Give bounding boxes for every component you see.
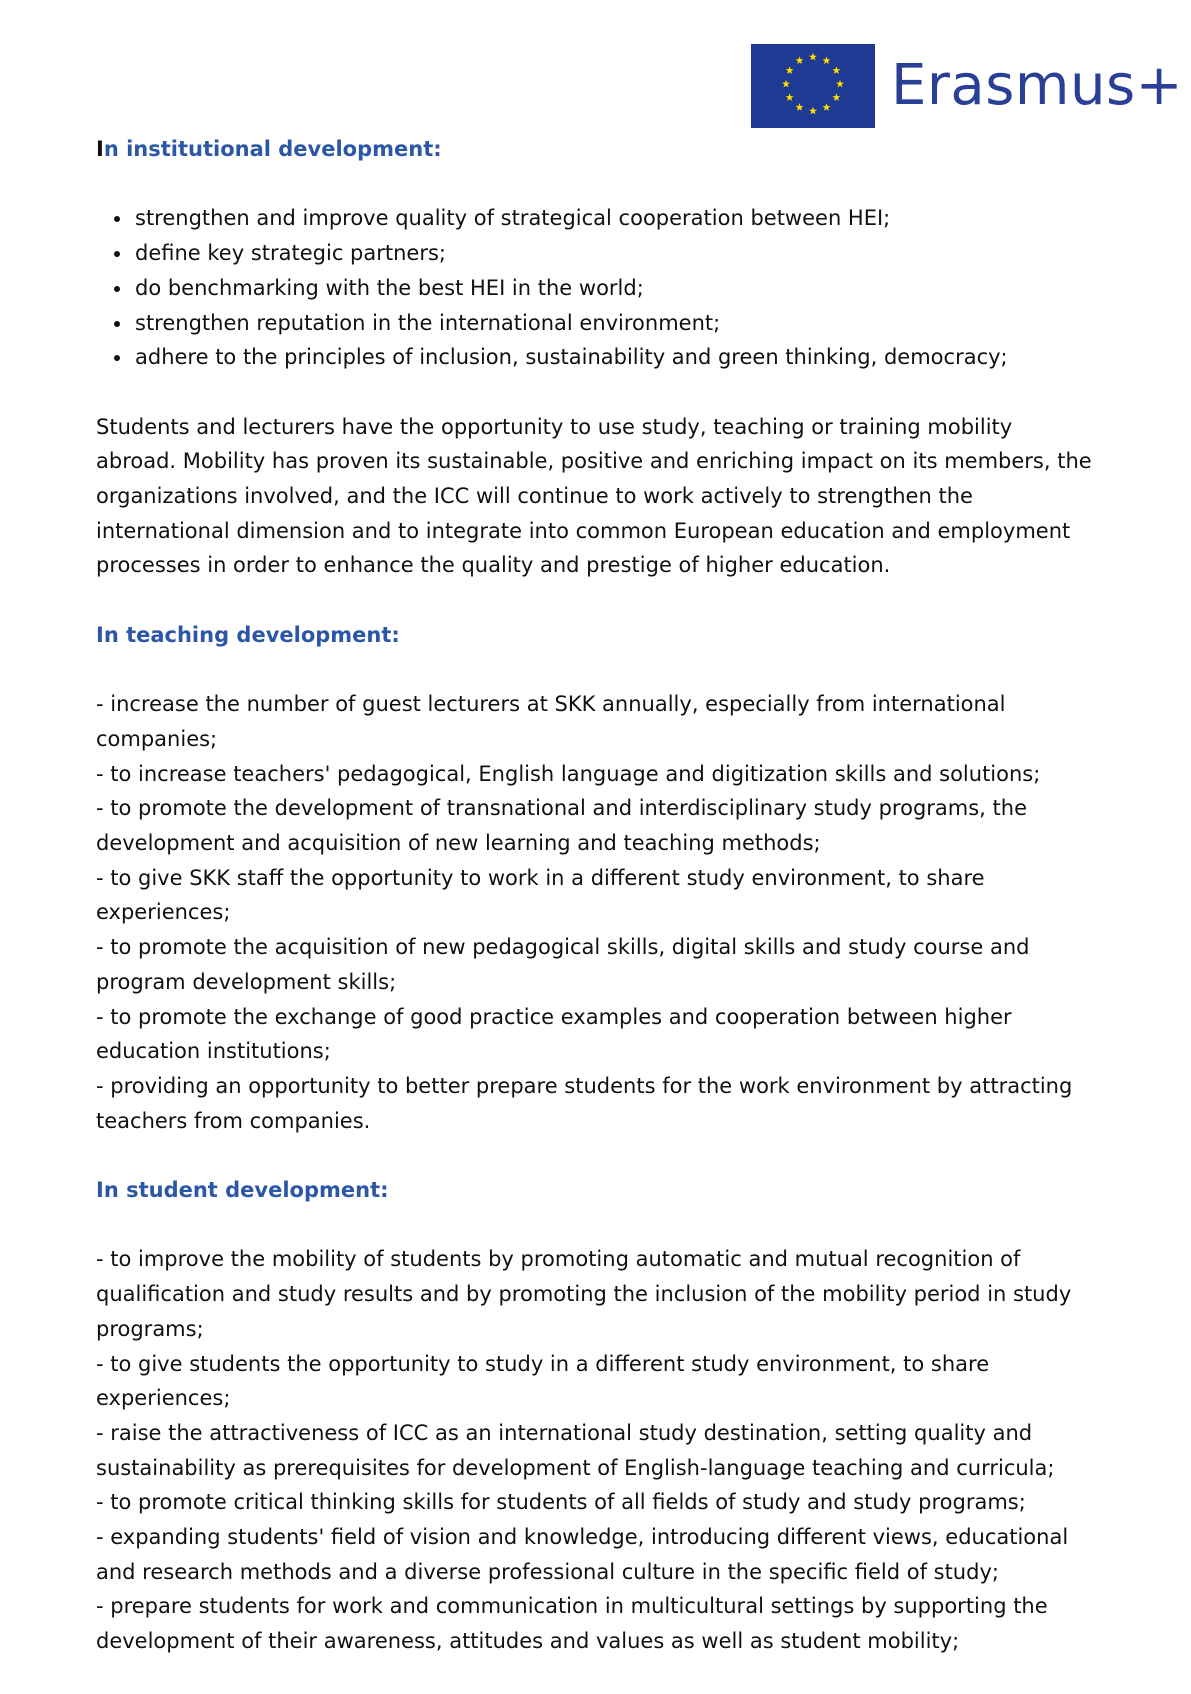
list-item: • do benchmarking with the best HEI in the world; [133,271,1096,306]
list-item: - to give students the opportunity to study in a different study environment, to share experiences; [96,1351,990,1411]
star-icon [823,56,831,64]
list-item: - increase the number of guest lecturers at SKK annually, especially from international companies; [96,692,1006,751]
teaching-development-heading: In teaching development: [96,622,400,647]
list-item: • strengthen and improve quality of strategical cooperation between HEI; [133,201,1096,236]
list-item: - prepare students for work and communication in multicultural settings by supporting the development of their awareness, attitudes and values as well as student mobility; [96,1594,1048,1654]
institutional-bullet-list [96,201,1096,375]
star-icon [832,66,840,74]
list-item: - to give SKK staff the opportunity to work in a different study environment, to share experiences; [96,865,985,925]
list-item: - expanding students' field of vision and knowledge, introducing different views, educational and research methods and a diverse professional culture in the specific field of study; [96,1525,1069,1584]
star-icon [809,107,817,115]
star-icon [786,93,794,101]
star-icon [823,103,831,111]
eu-flag-icon [751,44,875,128]
list-item: • define key strategic partners; [133,236,1096,271]
teaching-list [96,687,1096,1138]
star-icon [809,53,817,61]
star-icon [796,56,804,64]
star-icon [832,93,840,101]
list-item: - raise the attractiveness of ICC as an international study destination, setting quality and sustainability as prerequisites for development of English-language teaching and curricula; [96,1420,1055,1480]
star-icon [836,80,844,88]
list-item: - to promote the acquisition of new pedagogical skills, digital skills and study course and program development skills; [96,935,1030,994]
document-body [96,132,1096,1694]
star-icon [796,103,804,111]
heading-rest: n institutional development: [103,137,442,161]
eu-stars-circle [751,44,875,128]
institutional-development-heading [96,132,1096,167]
student-development-heading: In student development: [96,1178,389,1203]
list-item: • strengthen reputation in the international environment; [133,306,1096,341]
mobility-paragraph: Students and lecturers have the opportunity to use study, teaching or training mobility abroad. Mobility has proven its sustainable, positive and enriching impact on its members, the organizations involved, and the ICC will continue to work actively to strengthen the international dimension and to integrate into common European education and employment processes in order to enhance the quality and prestige of higher education. [96,414,1092,578]
erasmus-plus-logo [751,44,1184,128]
list-item: - to increase teachers' pedagogical, English language and digitization skills and solutions; [96,761,1041,786]
list-item: - to promote the development of transnational and interdisciplinary study programs, the development and acquisition of new learning and teaching methods; [96,796,1027,855]
list-item: - providing an opportunity to better prepare students for the work environment by attracting teachers from companies. [96,1073,1073,1133]
list-item: - to promote critical thinking skills for students of all fields of study and study programs; [96,1490,1026,1515]
star-icon [782,80,790,88]
list-item: • adhere to the principles of inclusion, sustainability and green thinking, democracy; [133,340,1096,375]
heading-first-letter: I [96,137,104,161]
list-item: - to improve the mobility of students by promoting automatic and mutual recognition of qualification and study results and by promoting the inclusion of the mobility period in study programs; [96,1247,1072,1341]
student-list [96,1242,1096,1658]
star-icon [786,66,794,74]
list-item: - to promote the exchange of good practice examples and cooperation between higher education institutions; [96,1004,1012,1064]
erasmus-plus-wordmark: Erasmus+ [891,53,1184,118]
